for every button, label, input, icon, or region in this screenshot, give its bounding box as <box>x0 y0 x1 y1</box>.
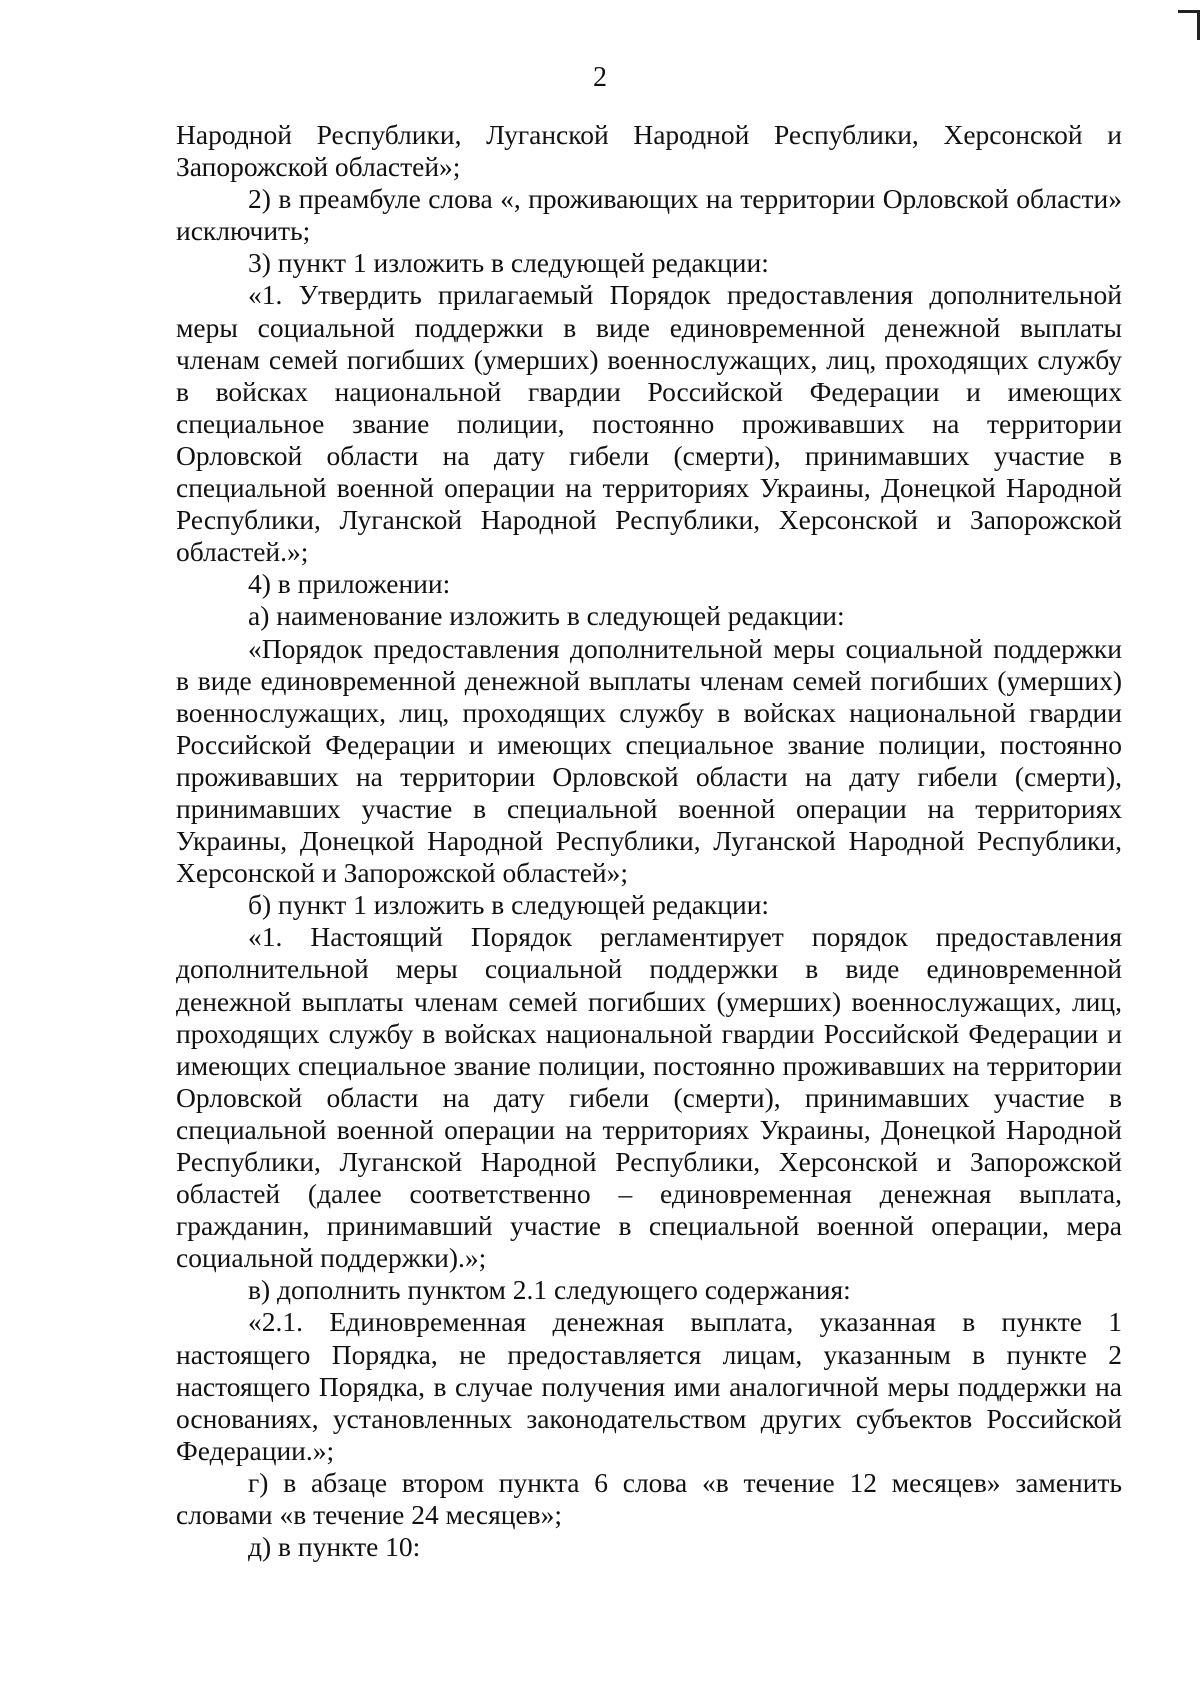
paragraph-subitem-d: д) в пункте 10: <box>248 1531 421 1563</box>
paragraph-quote-point-2-1: «2.1. Единовременная денежная выплата, указанная в пункте 1 настоящего Порядка, не предоставляется лицам, указанным в пункте 2 настоящего Порядка, в случае получения ими аналогичной меры поддержки на основаниях, установленных законодательством других субъектов Российской Федерации.»; <box>176 1306 1122 1466</box>
paragraph-subitem-g: г) в абзаце втором пункта 6 слова «в течение 12 месяцев» заменить словами «в течение 24 месяцев»; <box>176 1466 1122 1531</box>
document-body <box>176 119 1122 1563</box>
paragraph-quote-point-1: «1. Утвердить прилагаемый Порядок предоставления дополнительной меры социальной поддержки в виде единовременной денежной выплаты членам семей погибших (умерших) военнослужащих, лиц, проходящих службу в войсках национальной гвардии Российской Федерации и имеющих специальное звание полиции, постоянно проживавших на территории Орловской области на дату гибели (смерти), принимавших участие в специальной военной операции на территориях Украины, Донецкой Народной Республики, Луганской Народной Республики, Херсонской и Запорожской областей.»; <box>176 279 1122 568</box>
paragraph-subitem-v: в) дополнить пунктом 2.1 следующего содержания: <box>248 1274 851 1306</box>
paragraph-item-2: 2) в преамбуле слова «, проживающих на территории Орловской области» исключить; <box>176 183 1122 247</box>
paragraph-quote-title: «Порядок предоставления дополнительной меры социальной поддержки в виде единовременной денежной выплаты членам семей погибших (умерших) военнослужащих, лиц, проходящих службу в войсках национальной гвардии Российской Федерации и имеющих специальное звание полиции, постоянно проживавших на территории Орловской области на дату гибели (смерти), принимавших участие в специальной военной операции на территориях Украины, Донецкой Народной Республики, Луганской Народной Республики, Херсонской и Запорожской областей»; <box>176 632 1122 889</box>
paragraph-subitem-b: б) пункт 1 изложить в следующей редакции: <box>248 889 770 921</box>
paragraph-continuation: Народной Республики, Луганской Народной Республики, Херсонской и Запорожской областей»; <box>176 119 1122 183</box>
paragraph-subitem-a: а) наименование изложить в следующей редакции: <box>248 600 845 632</box>
paragraph-item-3: 3) пункт 1 изложить в следующей редакции: <box>248 247 769 279</box>
paragraph-quote-point-1-order: «1. Настоящий Порядок регламентирует порядок предоставления дополнительной меры социальной поддержки в виде единовременной денежной выплаты членам семей погибших (умерших) военнослужащих, лиц, проходящих службу в войсках национальной гвардии Российской Федерации и имеющих специальное звание полиции, постоянно проживавших на территории Орловской области на дату гибели (смерти), принимавших участие в специальной военной операции на территориях Украины, Донецкой Народной Республики, Луганской Народной Республики, Херсонской и Запорожской областей (далее соответственно – единовременная денежная выплата, гражданин, принимавший участие в специальной военной операции, мера социальной поддержки).»; <box>176 921 1122 1274</box>
paragraph-item-4: 4) в приложении: <box>248 568 451 600</box>
corner-bracket-mark <box>1178 10 1200 40</box>
page-number: 2 <box>593 62 607 93</box>
